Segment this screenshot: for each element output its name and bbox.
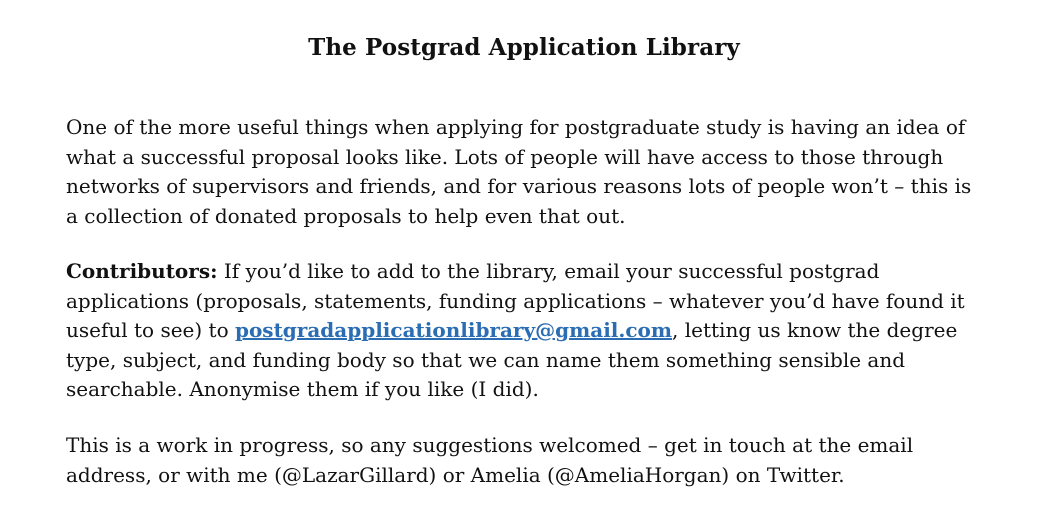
contributors-text-before-email: If you’d like to add to the library, email your successful postgrad applications (proposals, statements, funding applications – whatever you’d have found it useful to see) to: [66, 259, 965, 342]
email-link[interactable]: postgradapplicationlibrary@gmail.com: [234, 318, 673, 342]
document-title: The Postgrad Application Library: [308, 34, 740, 61]
contributors-text-after-email: , letting us know the degree type, subject, and funding body so that we can name them something sensible and searchable. Anonymise them if you like (I did).: [66, 318, 958, 401]
contributors-paragraph: [66, 257, 986, 405]
contributors-heading: Contributors:: [66, 259, 218, 283]
intro-paragraph: One of the more useful things when applying for postgraduate study is having an idea of what a successful proposal looks like. Lots of people will have access to those through networks of supervisors and friends, and for various reasons lots of people won’t – this is a collection of donated proposals to help even that out.: [66, 115, 972, 228]
closing-paragraph: This is a work in progress, so any suggestions welcomed – get in touch at the email address, or with me (@LazarGillard) or Amelia (@AmeliaHorgan) on Twitter.: [66, 433, 914, 487]
